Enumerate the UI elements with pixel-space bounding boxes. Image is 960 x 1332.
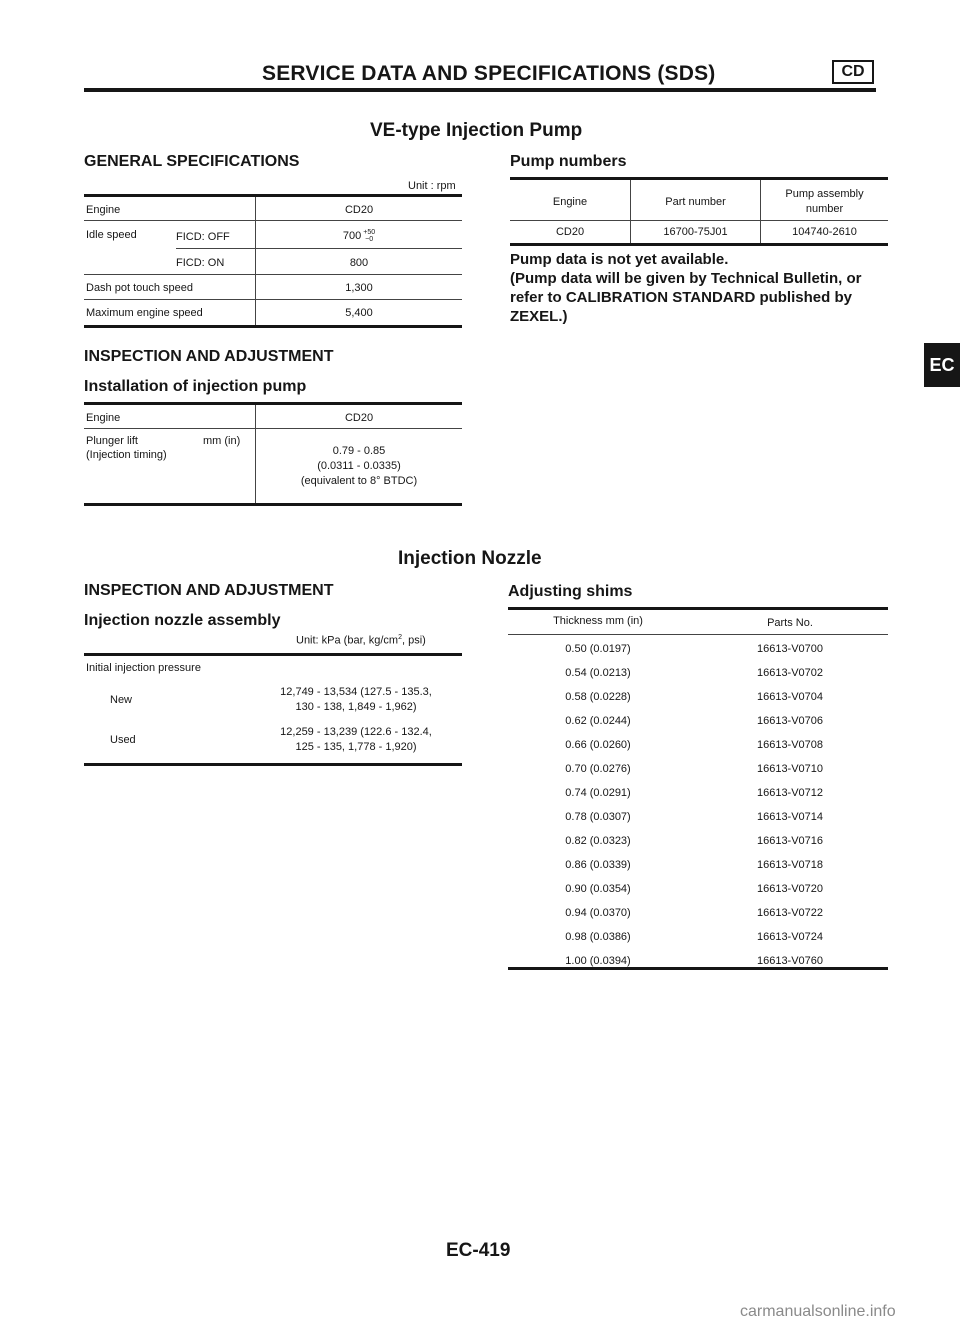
ficd-off-label: FICD: OFF [176,231,230,243]
shim-part-number: 16613-V0760 [756,955,824,967]
pump-section-title: VE-type Injection Pump [370,120,583,141]
shim-thickness: 0.78 (0.0307) [565,811,631,823]
pressure-new-line1: 12,749 - 13,534 (127.5 - 135.3, [280,686,432,698]
shim-part-number: 16613-V0720 [756,883,824,895]
pump-numbers-title: Pump numbers [510,153,627,170]
pump-data-note-1: Pump data is not yet available. [510,251,729,268]
unit-sup: 2 [398,634,402,641]
pump-numbers-col-part: Part number [665,196,726,208]
pump-data-note-2: (Pump data will be given by Technical Bulletin, or [510,270,862,287]
shims-bottom-rule [508,967,888,970]
shim-part-number: 16613-V0708 [756,739,824,751]
dash-pot-value: 1,300 [345,282,373,294]
nozzle-bottom-rule [84,763,462,766]
max-speed-label: Maximum engine speed [86,307,203,319]
plunger-lift-label: Plunger lift [86,435,138,447]
pump-data-note-4: ZEXEL.) [510,308,568,325]
row-rule [508,634,888,635]
general-specs-bottom-rule [84,325,462,328]
row-rule [84,299,462,300]
cd-logo-box: CD [832,60,874,84]
plunger-lift-value-1: 0.79 - 0.85 [332,445,386,457]
watermark-link[interactable]: carmanualsonline.info [740,1303,896,1320]
pressure-new-label: New [110,694,133,706]
shims-col-parts: Parts No. [767,617,813,629]
pressure-used-line1: 12,259 - 13,239 (122.6 - 132.4, [280,726,432,738]
shim-part-number: 16613-V0722 [756,907,824,919]
shim-thickness: 0.50 (0.0197) [565,643,631,655]
shim-thickness: 0.74 (0.0291) [565,787,631,799]
shim-part-number: 16613-V0714 [756,811,824,823]
shim-part-number: 16613-V0702 [756,667,824,679]
shims-top-rule [508,607,888,610]
idle-speed-label: Idle speed [86,229,137,241]
pump-numbers-part: 16700-75J01 [663,226,728,238]
pump-numbers-col-assembly-2: number [805,203,844,215]
nozzle-top-rule [84,653,462,656]
unit-prefix: Unit: kPa (bar, kg/cm [296,634,399,647]
shim-part-number: 16613-V0724 [756,931,824,943]
shim-thickness: 1.00 (0.0394) [565,955,631,967]
page-number: EC-419 [446,1240,511,1261]
pump-install-engine-label: Engine [86,412,121,424]
pump-install-top-rule [84,402,462,405]
plunger-lift-unit: mm (in) [203,435,241,447]
ficd-on-label: FICD: ON [176,257,225,269]
shim-thickness: 0.82 (0.0323) [565,835,631,847]
shim-thickness: 0.66 (0.0260) [565,739,631,751]
row-rule [84,428,462,429]
shim-part-number: 16613-V0716 [756,835,824,847]
tol-plus: +50 [363,229,376,236]
pump-install-engine-value: CD20 [344,412,374,424]
ficd-on-value: 800 [349,257,369,269]
ec-section-tab[interactable]: EC [924,343,960,387]
injection-timing-label: (Injection timing) [86,449,167,461]
row-rule [84,274,462,275]
shim-thickness: 0.98 (0.0386) [565,931,631,943]
general-specs-engine-label: Engine [86,204,121,216]
shim-part-number: 16613-V0710 [756,763,824,775]
shim-thickness: 0.90 (0.0354) [565,883,631,895]
ficd-off-value [256,229,462,243]
header-rule [84,88,876,92]
shim-thickness: 0.94 (0.0370) [565,907,631,919]
plunger-lift-value-3: (equivalent to 8° BTDC) [300,475,418,487]
pump-numbers-assembly: 104740-2610 [792,226,857,238]
shims-title: Adjusting shims [508,583,633,600]
pump-numbers-top-rule [510,177,888,180]
general-specs-title: GENERAL SPECIFICATIONS [84,153,300,170]
shim-part-number: 16613-V0712 [756,787,824,799]
ficd-off-tolerance [363,229,375,243]
shim-thickness: 0.58 (0.0228) [565,691,631,703]
pump-numbers-engine: CD20 [555,226,585,238]
ficd-off-base: 700 [342,229,362,242]
max-speed-value: 5,400 [345,307,373,319]
shim-thickness: 0.54 (0.0213) [565,667,631,679]
pressure-new-line2: 130 - 138, 1,849 - 1,962) [295,701,417,713]
pump-install-bottom-rule [84,503,462,506]
pump-numbers-bottom-rule [510,243,888,246]
general-specs-engine-value: CD20 [344,204,374,216]
shim-thickness: 0.86 (0.0339) [565,859,631,871]
nozzle-section-title: Injection Nozzle [398,548,542,569]
row-rule [84,220,462,221]
shim-part-number: 16613-V0718 [756,859,824,871]
dash-pot-label: Dash pot touch speed [86,282,194,294]
pump-installation-subtitle: Installation of injection pump [84,378,307,395]
nozzle-assembly-subtitle: Injection nozzle assembly [84,612,281,629]
shim-part-number: 16613-V0700 [756,643,824,655]
plunger-lift-value-2: (0.0311 - 0.0335) [317,460,401,472]
shim-thickness: 0.70 (0.0276) [565,763,631,775]
nozzle-unit [296,634,426,647]
pump-inspection-title: INSPECTION AND ADJUSTMENT [84,348,334,365]
row-rule [510,220,888,221]
pump-numbers-col-assembly-1: Pump assembly [785,188,864,200]
page-header-title: SERVICE DATA AND SPECIFICATIONS (SDS) [262,62,716,85]
pressure-used-line2: 125 - 135, 1,778 - 1,920) [295,741,417,753]
general-specs-top-rule [84,194,462,197]
tol-minus: −0 [365,236,374,243]
shim-part-number: 16613-V0704 [756,691,824,703]
pump-data-note-3: refer to CALIBRATION STANDARD published by [510,289,852,306]
shim-thickness: 0.62 (0.0244) [565,715,631,727]
nozzle-inspection-title: INSPECTION AND ADJUSTMENT [84,582,334,599]
pressure-used-label: Used [110,734,136,746]
general-specs-unit: Unit : rpm [408,180,456,192]
shim-part-number: 16613-V0706 [756,715,824,727]
row-rule [176,248,462,249]
unit-suffix: , psi) [402,634,426,647]
shims-col-thickness: Thickness mm (in) [553,615,643,627]
pump-numbers-col-engine: Engine [552,196,588,208]
initial-pressure-label: Initial injection pressure [86,662,201,674]
